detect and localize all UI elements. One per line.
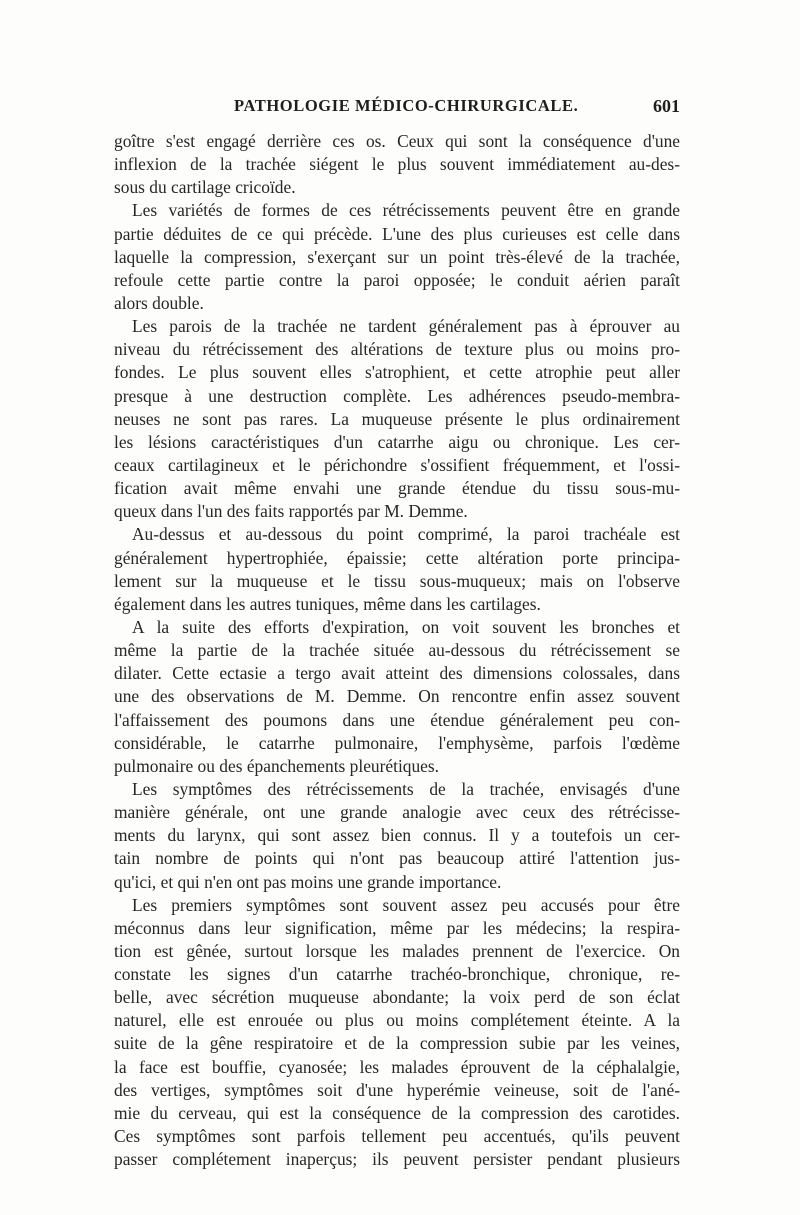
text-line: l'affaissement des poumons dans une étendue généralement peu con- xyxy=(114,709,680,730)
text-line: goître s'est engagé derrière ces os. Ceux qui sont la conséquence d'une xyxy=(114,131,680,151)
text-line: les lésions caractéristiques d'un catarrhe aigu ou chronique. Les cer- xyxy=(114,431,680,452)
text-line: Au-dessus et au-dessous du point comprimé, la paroi trachéale est xyxy=(132,524,680,545)
text-line: ceaux cartilagineux et le périchondre s'ossifient fréquemment, et l'ossi- xyxy=(114,454,680,475)
text-line: inflexion de la trachée siégent le plus souvent immédiatement au-des- xyxy=(114,154,680,175)
text-line: tain nombre de points qui n'ont pas beaucoup attiré l'attention jus- xyxy=(114,848,680,869)
text-line: méconnus dans leur signification, même par les médecins; la respira- xyxy=(114,917,680,938)
text-line: suite de la gêne respiratoire et de la compression subie par les veines, xyxy=(114,1033,680,1054)
text-line: sous du cartilage cricoïde. xyxy=(114,177,296,198)
text-line: belle, avec sécrétion muqueuse abondante; la voix perd de son éclat xyxy=(114,987,680,1008)
text-line: naturel, elle est enrouée ou plus ou moins complétement éteinte. A la xyxy=(114,1010,680,1031)
text-line: A la suite des efforts d'expiration, on voit souvent les bronches et xyxy=(132,616,680,637)
text-line: partie déduites de ce qui précède. L'une des plus curieuses est celle dans xyxy=(114,223,680,244)
text-line: Les variétés de formes de ces rétrécissements peuvent être en grande xyxy=(132,200,680,221)
page-number: 601 xyxy=(653,96,680,116)
text-line: Les symptômes des rétrécissements de la trachée, envisagés d'une xyxy=(132,778,680,799)
text-line: dilater. Cette ectasie a tergo avait atteint des dimensions colossales, dans xyxy=(114,663,680,684)
text-line: passer complétement inaperçus; ils peuvent persister pendant plusieurs xyxy=(114,1149,680,1170)
text-line: ments du larynx, qui sont assez bien connus. Il y a toutefois un cer- xyxy=(114,825,680,846)
text-line: même la partie de la trachée située au-dessous du rétrécissement se xyxy=(114,640,680,661)
running-head xyxy=(114,96,680,122)
text-line: une des observations de M. Demme. On rencontre enfin assez souvent xyxy=(114,686,680,707)
body-text xyxy=(114,130,680,1171)
text-line: fondes. Le plus souvent elles s'atrophient, et cette atrophie peut aller xyxy=(114,362,680,383)
text-line: Les premiers symptômes sont souvent assez peu accusés pour être xyxy=(132,894,680,915)
text-line: constate les signes d'un catarrhe trachéo-bronchique, chronique, re- xyxy=(114,964,680,985)
text-line: neuses ne sont pas rares. La muqueuse présente le plus ordinairement xyxy=(114,408,680,429)
text-line: également dans les autres tuniques, même dans les cartilages. xyxy=(114,593,541,614)
text-line: considérable, le catarrhe pulmonaire, l'emphysème, parfois l'œdème xyxy=(114,732,680,753)
text-line: presque à une destruction complète. Les adhérences pseudo-membra- xyxy=(114,385,680,406)
text-line: alors double. xyxy=(114,292,204,313)
text-line: laquelle la compression, s'exerçant sur un point très-élevé de la trachée, xyxy=(114,246,680,267)
text-line: niveau du rétrécissement des altérations de texture plus ou moins pro- xyxy=(114,339,680,360)
text-line: mie du cerveau, qui est la conséquence de la compression des carotides. xyxy=(114,1102,680,1123)
text-line: refoule cette partie contre la paroi opposée; le conduit aérien paraît xyxy=(114,269,680,290)
text-line: lement sur la muqueuse et le tissu sous-muqueux; mais on l'observe xyxy=(114,570,680,591)
text-line: fication avait même envahi une grande étendue du tissu sous-mu- xyxy=(114,478,680,499)
text-line: des vertiges, symptômes soit d'une hyperémie veineuse, soit de l'ané- xyxy=(114,1079,680,1100)
text-line: Les parois de la trachée ne tardent généralement pas à éprouver au xyxy=(132,316,680,337)
text-line: queux dans l'un des faits rapportés par M. Demme. xyxy=(114,501,468,522)
text-line: tion est gênée, surtout lorsque les malades prennent de l'exercice. On xyxy=(114,940,680,961)
text-line: la face est bouffie, cyanosée; les malades éprouvent de la céphalalgie, xyxy=(114,1056,680,1077)
text-line: pulmonaire ou des épanchements pleurétiques. xyxy=(114,755,440,776)
running-title: PATHOLOGIE MÉDICO-CHIRURGICALE. xyxy=(234,96,579,115)
text-line: Ces symptômes sont parfois tellement peu accentués, qu'ils peuvent xyxy=(114,1126,680,1147)
text-line: qu'ici, et qui n'en ont pas moins une grande importance. xyxy=(114,871,502,892)
text-line: manière générale, ont une grande analogie avec ceux des rétrécisse- xyxy=(114,802,680,823)
text-line: généralement hypertrophiée, épaissie; cette altération porte principa- xyxy=(114,547,680,568)
